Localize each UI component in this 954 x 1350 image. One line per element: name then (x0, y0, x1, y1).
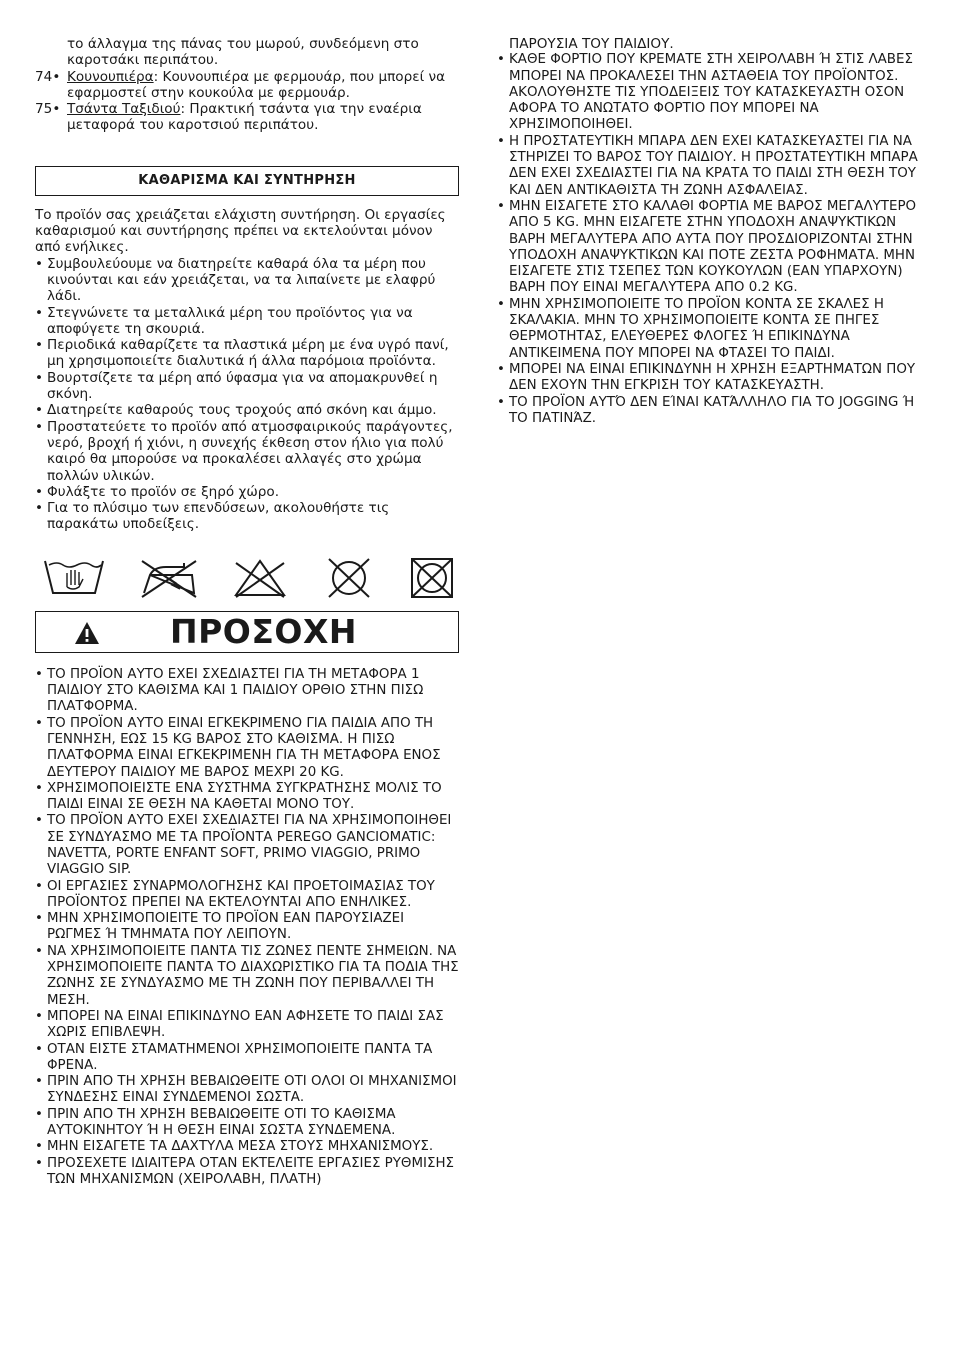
list-item: • ΤΟ ΠΡΟΪΟΝ ΑΥΤΌ ΔΕΝ ΕΊΝΑΙ ΚΑΤΆΛΛΗΛΟ ΓΙΑ ΤΟ JOGGING Ή ΤΟ ΠΑΤΙΝΆΖ. (497, 395, 927, 428)
warning-header (35, 611, 459, 653)
right-column (497, 36, 927, 427)
accessory-item (35, 101, 459, 134)
list-item: • ΝΑ ΧΡΗΣΙΜΟΠΟΙΕΙΤΕ ΠΑΝΤΑ ΤΙΣ ΖΩΝΕΣ ΠΕΝΤΕ ΣΗΜΕΙΩΝ. ΝΑ ΧΡΗΣΙΜΟΠΟΙΕΙΤΕ ΠΑΝΤΑ ΤΟ ΔΙΑΧΩΡΙΣΤΙΚΟ ΓΙΑ ΤΑ ΠΟΔΙΑ ΤΗΣ ΖΩΝΗΣ ΣΕ ΣΥΝΔΥΑΣΜΟ ΜΕ ΤΗ ΖΩΝΗ ΠΟΥ ΠΕΡΙΒΑΛΛΕΙ ΤΗ ΜΕΣΗ. (35, 944, 459, 1009)
accessory-separator: : (180, 101, 186, 118)
list-item: • ΠΡΟΣΕΧΕΤΕ ΙΔΙΑΙΤΕΡΑ ΟΤΑΝ ΕΚΤΕΛΕΙΤΕ ΕΡΓΑΣΙΕΣ ΡΥΘΜΙΣΗΣ ΤΩΝ ΜΗΧΑΝΙΣΜΩΝ (ΧΕΙΡΟΛΑΒΗ, ΠΛΑΤΗ) (35, 1156, 459, 1189)
list-item: • ΠΡΙΝ ΑΠΟ ΤΗ ΧΡΗΣΗ ΒΕΒΑΙΩΘΕΙΤΕ ΟΤΙ ΤΟ ΚΑΘΙΣΜΑ ΑΥΤΟΚΙΝΗΤΟΥ Ή Η ΘΕΣΗ ΕΙΝΑΙ ΣΩΣΤΑ ΣΥΝΔΕΜΕΝΑ. (35, 1107, 459, 1140)
accessory-number: 74• (35, 68, 61, 85)
warning-list-left (35, 667, 459, 1189)
list-item: • Η ΠΡΟΣΤΑΤΕΥΤΙΚΗ ΜΠΑΡΑ ΔΕΝ ΕΧΕΙ ΚΑΤΑΣΚΕΥΑΣΤΕΙ ΓΙΑ ΝΑ ΣΤΗΡΙΖΕΙ ΤΟ ΒΑΡΟΣ ΤΟΥ ΠΑΙΔΙΟΥ. Η ΠΡΟΣΤΑΤΕΥΤΙΚΗ ΜΠΑΡΑ ΔΕΝ ΕΧΕΙ ΣΧΕΔΙΑΣΤΕΙ ΓΙΑ ΝΑ ΚΡΑΤΑ ΤΟ ΠΑΙΔΙ ΣΤΗ ΘΕΣΗ ΤΟΥ ΚΑΙ ΔΕΝ ΑΝΤΙΚΑΘΙΣΤΑ ΤΗ ΖΩΝΗ ΑΣΦΑΛΕΙΑΣ. (497, 134, 927, 199)
list-item: • ΟΤΑΝ ΕΙΣΤΕ ΣΤΑΜΑΤΗΜΕΝΟΙ ΧΡΗΣΙΜΟΠΟΙΕΙΤΕ ΠΑΝΤΑ ΤΑ ΦΡΕΝΑ. (35, 1042, 459, 1075)
list-item: • ΜΠΟΡΕΙ ΝΑ ΕΙΝΑΙ ΕΠΙΚΙΝΔΥΝΗ Η ΧΡΗΣΗ ΕΞΑΡΤΗΜΑΤΩΝ ΠΟΥ ΔΕΝ ΕΧΟΥΝ ΤΗΝ ΕΓΚΡΙΣΗ ΤΟΥ ΚΑΤΑΣΚΕΥΑΣΤΗ. (497, 362, 927, 395)
list-item: • Διατηρείτε καθαρούς τους τροχούς από σκόνη και άμμο. (35, 402, 459, 418)
list-item: • ΠΡΙΝ ΑΠΟ ΤΗ ΧΡΗΣΗ ΒΕΒΑΙΩΘΕΙΤΕ ΟΤΙ ΟΛΟΙ ΟΙ ΜΗΧΑΝΙΣΜΟΙ ΣΥΝΔΕΣΗΣ ΕΙΝΑΙ ΣΥΝΔΕΜΕΝΟΙ ΣΩΣΤΑ. (35, 1074, 459, 1107)
list-item: • ΜΗΝ ΕΙΣΑΓΕΤΕ ΣΤΟ ΚΑΛΑΘΙ ΦΟΡΤΙΑ ΜΕ ΒΑΡΟΣ ΜΕΓΑΛΥΤΕΡΟ ΑΠΟ 5 KG. ΜΗΝ ΕΙΣΑΓΕΤΕ ΣΤΗΝ ΥΠΟΔΟΧΗ ΑΝΑΨΥΚΤΙΚΩΝ ΒΑΡΗ ΜΕΓΑΛΥΤΕΡΑ ΑΠΟ ΑΥΤΑ ΠΟΥ ΠΡΟΣΔΙΟΡΙΖΟΝΤΑΙ ΣΤΗΝ ΥΠΟΔΟΧΗ ΑΝΑΨΥΚΤΙΚΩΝ ΚΑΙ ΠΟΤΕ ΖΕΣΤΑ ΡΟΦΗΜΑΤΑ. ΜΗΝ ΕΙΣΑΓΕΤΕ ΣΤΙΣ ΤΣΕΠΕΣ ΤΩΝ ΚΟΥΚΟΥΛΩΝ (ΕΑΝ ΥΠΑΡΧΟΥΝ) ΒΑΡΗ ΠΟΥ ΕΙΝΑΙ ΜΕΓΑΛΥΤΕΡΑ ΑΠΟ 0.2 KG. (497, 199, 927, 297)
warning-continuation: ΠΑΡΟΥΣΙΑ ΤΟΥ ΠΑΙΔΙΟΥ. (509, 36, 674, 52)
list-item: • ΜΗΝ ΧΡΗΣΙΜΟΠΟΙΕΙΤΕ ΤΟ ΠΡΟΪΟΝ ΚΟΝΤΑ ΣΕ ΣΚΑΛΕΣ Η ΣΚΑΛΑΚΙΑ. ΜΗΝ ΤΟ ΧΡΗΣΙΜΟΠΟΙΕΙΤΕ ΚΟΝΤΑ ΣΕ ΠΗΓΕΣ ΘΕΡΜΟΤΗΤΑΣ, ΕΛΕΥΘΕΡΕΣ ΦΛΟΓΕΣ Ή ΕΠΙΚΙΝΔΥΝΑ ΑΝΤΙΚΕΙΜΕΝΑ ΠΟΥ ΜΠΟΡΕΙ ΝΑ ΦΤΑΣΕΙ ΤΟ ΠΑΙΔΙ. (497, 297, 927, 362)
cleaning-list (35, 256, 459, 533)
list-item: • ΟΙ ΕΡΓΑΣΙΕΣ ΣΥΝΑΡΜΟΛΟΓΗΣΗΣ ΚΑΙ ΠΡΟΕΤΟΙΜΑΣΙΑΣ ΤΟΥ ΠΡΟΪΟΝΤΟΣ ΠΡΕΠΕΙ ΝΑ ΕΚΤΕΛΟΥΝΤΑΙ ΑΠΟ ΕΝΗΛΙΚΕΣ. (35, 879, 459, 912)
list-item: • Φυλάξτε το προϊόν σε ξηρό χώρο. (35, 484, 459, 500)
accessory-item (35, 69, 459, 102)
cleaning-section-header (35, 166, 459, 196)
cleaning-intro: Το προϊόν σας χρειάζεται ελάχιστη συντήρηση. Οι εργασίες καθαρισμού και συντήρησης πρέπει να εκτελούνται μόνον από ενήλικες. (35, 206, 446, 256)
list-item: • ΜΠΟΡΕΙ ΝΑ ΕΙΝΑΙ ΕΠΙΚΙΝΔΥΝΟ ΕΑΝ ΑΦΗΣΕΤΕ ΤΟ ΠΑΙΔΙ ΣΑΣ ΧΩΡΙΣ ΕΠΙΒΛΕΨΗ. (35, 1009, 459, 1042)
warning-title: ΠΡΟΣΟΧΗ (170, 611, 358, 651)
list-item: • Συμβουλεύουμε να διατηρείτε καθαρά όλα τα μέρη που κινούνται και εάν χρειάζεται, να τα λιπαίνετε με ελαφρύ λάδι. (35, 256, 459, 305)
list-item: • ΚΑΘΕ ΦΟΡΤΙΟ ΠΟΥ ΚΡΕΜΑΤΕ ΣΤΗ ΧΕΙΡΟΛΑΒΗ Ή ΣΤΙΣ ΛΑΒΕΣ ΜΠΟΡΕΙ ΝΑ ΠΡΟΚΑΛΕΣΕΙ ΤΗΝ ΑΣΤΑΘΕΙΑ ΤΟΥ ΠΡΟΪΟΝΤΟΣ. ΑΚΟΛΟΥΘΗΣΤΕ ΤΙΣ ΥΠΟΔΕΙΞΕΙΣ ΤΟΥ ΚΑΤΑΣΚΕΥΑΣΤΗ ΟΣΟΝ ΑΦΟΡΑ ΤΟ ΑΝΩΤΑΤΟ ΦΟΡΤΙΟ ΠΟΥ ΜΠΟΡΕΙ ΝΑ ΧΡΗΣΙΜΟΠΟΙΗΘΕΙ. (497, 52, 927, 133)
care-symbols (35, 555, 459, 601)
list-item: • ΤΟ ΠΡΟΪΟΝ ΑΥΤΟ ΕΙΝΑΙ ΕΓΚΕΚΡΙΜΕΝΟ ΓΙΑ ΠΑΙΔΙΑ ΑΠΟ ΤΗ ΓΕΝΝΗΣΗ, ΕΩΣ 15 KG ΒΑΡΟΣ ΣΤΟ ΚΑΘΙΣΜΑ. Η ΠΙΣΩ ΠΛΑΤΦΟΡΜΑ ΕΙΝΑΙ ΕΓΚΕΚΡΙΜΕΝΗ ΓΙΑ ΤΗ ΜΕΤΑΦΟΡΑ ΕΝΟΣ ΔΕΥΤΕΡΟΥ ΠΑΙΔΙΟΥ ΜΕ ΒΑΡΟΣ ΜΕΧΡΙ 20 KG. (35, 716, 459, 781)
list-item: • Περιοδικά καθαρίζετε τα πλαστικά μέρη με ένα υγρό πανί, μη χρησιμοποιείτε διαλυτικά ή άλλα παρόμοια προϊόντα. (35, 337, 459, 370)
accessory-item (35, 36, 459, 69)
list-item: • ΜΗΝ ΕΙΣΑΓΕΤΕ ΤΑ ΔΑΧΤΥΛΑ ΜΕΣΑ ΣΤΟΥΣ ΜΗΧΑΝΙΣΜΟΥΣ. (35, 1139, 459, 1155)
list-item: • Βουρτσίζετε τα μέρη από ύφασμα για να απομακρυνθεί η σκόνη. (35, 370, 459, 403)
accessory-description: Πρακτική τσάντα για την εναέρια μεταφορά του καροτσιού περιπάτου. (67, 101, 422, 134)
accessory-description: το άλλαγμα της πάνας του μωρού, συνδεόμενη στο καροτσάκι περιπάτου. (67, 36, 419, 69)
cleaning-title: ΚΑΘΑΡΙΣΜΑ ΚΑΙ ΣΥΝΤΗΡΗΣΗ (138, 172, 356, 188)
do-not-tumble-dry-icon (409, 556, 455, 600)
accessory-separator: : (153, 68, 159, 85)
do-not-bleach-icon (232, 557, 288, 599)
list-item: • Προστατεύετε το προϊόν από ατμοσφαιρικούς παράγοντες, νερό, βροχή ή χιόνι, η συνεχής έκθεση στον ήλιο για πολύ καιρό θα μπορούσε να προκαλέσει αλλαγές στο χρώμα πολλών υλικών. (35, 419, 459, 484)
list-item: • ΤΟ ΠΡΟΪΟΝ ΑΥΤΟ ΕΧΕΙ ΣΧΕΔΙΑΣΤΕΙ ΓΙΑ ΤΗ ΜΕΤΑΦΟΡΑ 1 ΠΑΙΔΙΟΥ ΣΤΟ ΚΑΘΙΣΜΑ ΚΑΙ 1 ΠΑΙΔΙΟΥ ΟΡΘΙΟ ΣΤΗΝ ΠΙΣΩ ΠΛΑΤΦΟΡΜΑ. (35, 667, 459, 716)
accessory-name: Τσάντα Ταξιδιού (67, 101, 181, 118)
left-column (35, 36, 459, 1188)
accessories-list (35, 36, 459, 134)
do-not-dry-clean-icon (323, 557, 375, 599)
list-item: • Στεγνώνετε τα μεταλλικά μέρη του προϊόντος για να αποφύγετε τη σκουριά. (35, 305, 459, 338)
list-item: • ΜΗΝ ΧΡΗΣΙΜΟΠΟΙΕΙΤΕ ΤΟ ΠΡΟΪΟΝ ΕΑΝ ΠΑΡΟΥΣΙΑΖΕΙ ΡΩΓΜΕΣ Ή ΤΜΗΜΑΤΑ ΠΟΥ ΛΕΙΠΟΥΝ. (35, 911, 459, 944)
warning-triangle-icon (74, 621, 100, 645)
warning-list-right (497, 52, 927, 427)
do-not-iron-icon (140, 557, 198, 599)
list-item: • Για το πλύσιμο των επενδύσεων, ακολουθήστε τις παρακάτω υποδείξεις. (35, 500, 459, 533)
hand-wash-icon (43, 557, 105, 599)
accessory-description: Κουνουπιέρα με φερμουάρ, που μπορεί να εφαρμοστεί στην κουκούλα με φερμουάρ. (67, 68, 446, 101)
accessory-number: 75• (35, 101, 61, 118)
list-item: • ΧΡΗΣΙΜΟΠΟΙΕΙΣΤΕ ΕΝΑ ΣΥΣΤΗΜΑ ΣΥΓΚΡΑΤΗΣΗΣ ΜΟΛΙΣ ΤΟ ΠΑΙΔΙ ΕΙΝΑΙ ΣΕ ΘΕΣΗ ΝΑ ΚΑΘΕΤΑΙ ΜΟΝΟ ΤΟΥ. (35, 781, 459, 814)
list-item: • ΤΟ ΠΡΟΪΟΝ ΑΥΤΟ ΕΧΕΙ ΣΧΕΔΙΑΣΤΕΙ ΓΙΑ ΝΑ ΧΡΗΣΙΜΟΠΟΙΗΘΕΙ ΣΕ ΣΥΝΔΥΑΣΜΟ ΜΕ ΤΑ ΠΡΟΪΟΝΤΑ PEREGO GANCIOMATIC: NAVETTA, PORTE ENFANT SOFT, PRIMO VIAGGIO, PRIMO VIAGGIO SIP. (35, 813, 459, 878)
accessory-name: Κουνουπιέρα (67, 68, 154, 85)
